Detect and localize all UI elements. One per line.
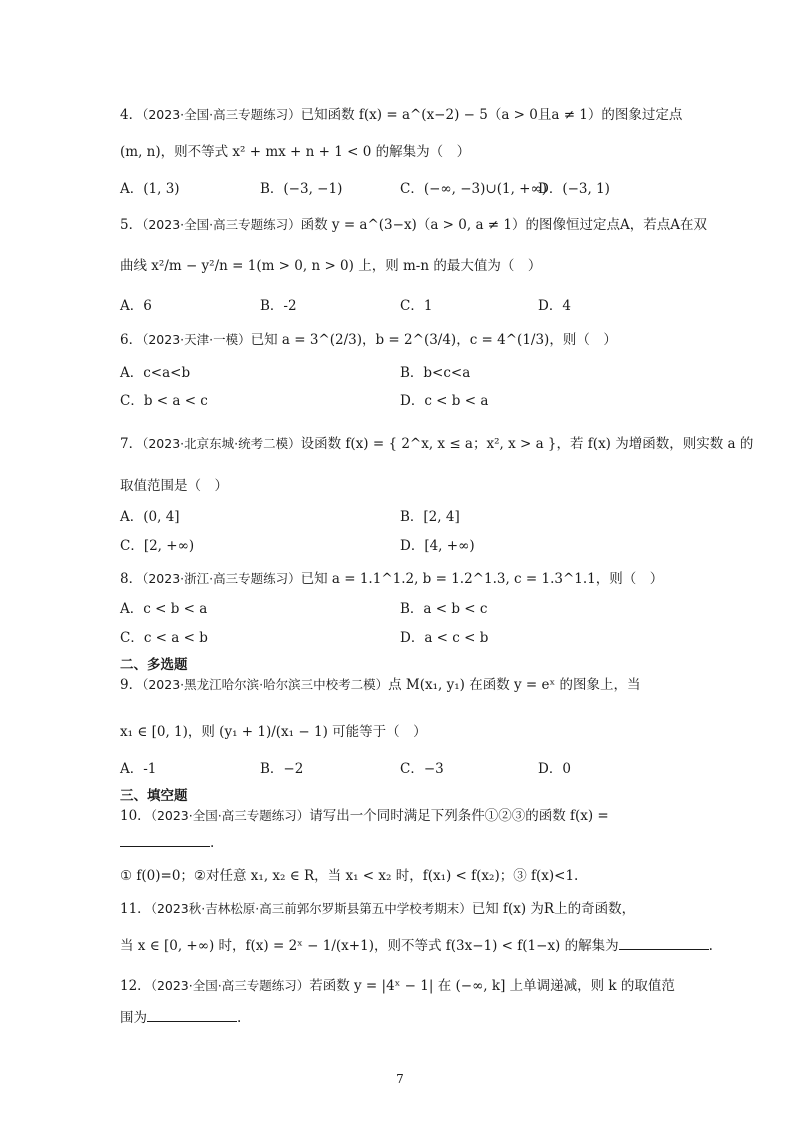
option-c: C．−3 (400, 761, 444, 777)
question-source: （2023·天津·一模） (142, 332, 251, 347)
option-d: D．(−3, 1) (538, 181, 610, 197)
question-source: （2023·全国·高三专题练习） (142, 107, 301, 122)
option-c: C．b < a < c (120, 393, 208, 409)
question-source: （2023秋·吉林松原·高三前郭尔罗斯县第五中学校考期末） (150, 901, 472, 916)
page-number: 7 (396, 1072, 404, 1086)
question-12-stem: 12．（2023·全国·高三专题练习）若函数 y = |4ˣ − 1| 在 (−∞, k] 上单调递减，则 k 的取值范 (120, 978, 675, 994)
answer-blank[interactable] (120, 834, 210, 847)
question-6-stem: 6．（2023·天津·一模）已知 a = 3^(2/3)，b = 2^(3/4)，c = 4^(1/3)，则（ ） (120, 332, 617, 348)
question-10-stem: 10．（2023·全国·高三专题练习）请写出一个同时满足下列条件①②③的函数 f(x) = (120, 808, 609, 824)
option-b: B．[2, 4] (400, 509, 460, 525)
option-a: A．c < b < a (120, 601, 208, 617)
question-11-stem-cont: 当 x ∈ [0, +∞) 时，f(x) = 2ˣ − 1/(x+1)，则不等式 f(3x−1) < f(1−x) 的解集为 . (120, 938, 713, 954)
question-source: （2023·全国·高三专题练习） (150, 978, 310, 993)
option-d: D．c < b < a (400, 393, 489, 409)
question-source: （2023·北京东城·统考二模） (142, 436, 301, 451)
question-source: （2023·全国·高三专题练习） (142, 217, 301, 232)
question-10-conditions: ① f(0)=0；②对任意 x₁, x₂ ∈ R，当 x₁ < x₂ 时，f(x₁) < f(x₂)；③ f(x)<1. (120, 868, 579, 884)
question-12-stem-cont: 围为 . (120, 1010, 242, 1026)
option-a: A．6 (120, 298, 152, 314)
question-4-stem: 4．（2023·全国·高三专题练习）已知函数 f(x) = a^(x−2) − 5（a > 0且a ≠ 1）的图象过定点 (120, 107, 683, 123)
option-a: A．(0, 4] (120, 509, 180, 525)
option-a: A．(1, 3) (120, 181, 180, 197)
question-4-stem-cont: (m, n)，则不等式 x² + mx + n + 1 < 0 的解集为（ ） (120, 144, 471, 160)
option-b: B．b<c<a (400, 365, 471, 381)
question-source: （2023·浙江·高三专题练习） (142, 571, 301, 586)
question-source: （2023·全国·高三专题练习） (150, 808, 310, 823)
option-b: B．(−3, −1) (260, 181, 343, 197)
option-d: D．0 (538, 761, 571, 777)
option-c: C．(−∞, −3)∪(1, +∞) (400, 181, 547, 197)
section-heading-fill-in: 三、填空题 (120, 788, 188, 804)
option-b: B．a < b < c (400, 601, 488, 617)
answer-blank[interactable] (147, 1009, 237, 1022)
option-a: A．c<a<b (120, 365, 191, 381)
option-a: A．-1 (120, 761, 157, 777)
option-b: B．-2 (260, 298, 297, 314)
option-d: D．a < c < b (400, 630, 489, 646)
question-11-stem: 11．（2023秋·吉林松原·高三前郭尔罗斯县第五中学校考期末）已知 f(x) 为R上的奇函数， (120, 901, 636, 917)
question-source: （2023·黑龙江哈尔滨·哈尔滨三中校考二模） (142, 677, 389, 692)
question-9-stem: 9．（2023·黑龙江哈尔滨·哈尔滨三中校考二模）点 M(x₁, y₁) 在函数 y = eˣ 的图象上，当 (120, 677, 641, 693)
option-c: C．[2, +∞) (120, 538, 195, 554)
question-9-stem-cont: x₁ ∈ [0, 1)，则 (y₁ + 1)/(x₁ − 1) 可能等于（ ） (120, 724, 427, 740)
question-5-stem: 5．（2023·全国·高三专题练习）函数 y = a^(3−x)（a > 0, a ≠ 1）的图像恒过定点A，若点A在双 (120, 217, 707, 233)
question-7-stem: 7．（2023·北京东城·统考二模）设函数 f(x) = { 2^x, x ≤ a；x², x > a }，若 f(x) 为增函数，则实数 a 的 (120, 436, 754, 452)
option-c: C．1 (400, 298, 433, 314)
option-c: C．c < a < b (120, 630, 208, 646)
question-7-stem-cont: 取值范围是（ ） (120, 478, 228, 494)
question-8-stem: 8．（2023·浙江·高三专题练习）已知 a = 1.1^1.2, b = 1.2^1.3, c = 1.3^1.1，则（ ） (120, 571, 664, 587)
section-heading-multiple-choice: 二、多选题 (120, 657, 188, 673)
option-b: B．−2 (260, 761, 304, 777)
option-d: D．[4, +∞) (400, 538, 475, 554)
option-d: D．4 (538, 298, 571, 314)
answer-blank[interactable] (619, 937, 709, 950)
question-10-answer-line: . (120, 834, 720, 851)
question-5-stem-cont: 曲线 x²/m − y²/n = 1(m > 0, n > 0) 上，则 m-n 的最大值为（ ） (120, 258, 542, 274)
